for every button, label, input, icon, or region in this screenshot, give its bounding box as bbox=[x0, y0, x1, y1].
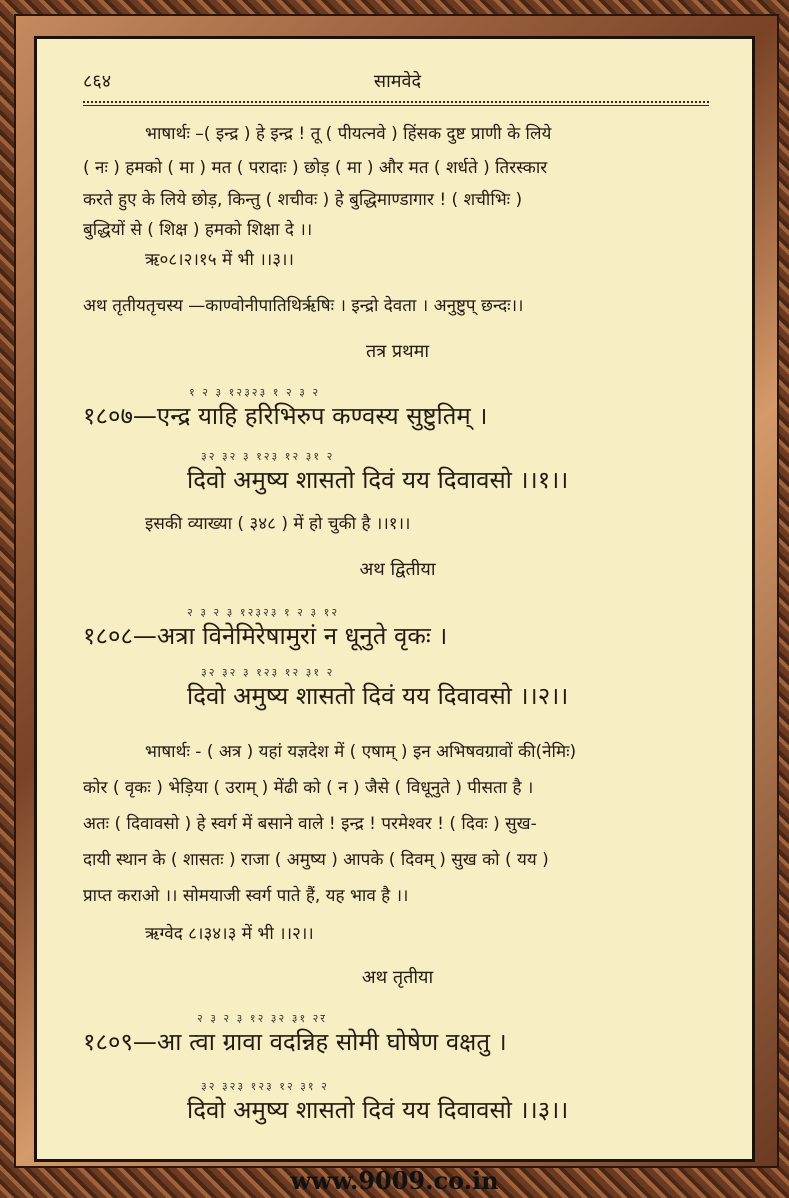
bhashya-line: प्राप्त कराओ ।। सोमयाजी स्वर्ग पाते हैं, यह भाव है ।। bbox=[83, 886, 409, 906]
swar-marks: ३२ ३२३ १२३ १२ ३१ २ bbox=[201, 1080, 329, 1093]
verse-line: दिवो अमुष्य शासतो दिवं यय दिवावसो ।।२।। bbox=[187, 682, 569, 710]
header-rule bbox=[83, 101, 709, 103]
atha-line: अथ तृतीयतृचस्य —काण्वोनीपातिथिर्ऋषिः । इन्द्रो देवता । अनुष्टुप् छन्दः।। bbox=[83, 296, 524, 316]
verse-line: दिवो अमुष्य शासतो दिवं यय दिवावसो ।।३।। bbox=[187, 1096, 569, 1124]
bhashya-line: अतः ( दिवावसो ) हे स्वर्ग में बसाने वाले ! इन्द्र ! परमेश्वर ! ( दिवः ) सुख- bbox=[83, 814, 537, 834]
bhashya-line: भाषार्थः - ( अत्र ) यहां यज्ञदेश में ( एषाम् ) इन अभिषवग्रावों की(नेमिः) bbox=[145, 742, 577, 762]
verse-line: १८०८—अत्रा विनेमिरेषामुरां न धूनुते वृकः । bbox=[83, 622, 448, 650]
swar-marks: २ ३ २ ३ १२३२३ १ २ ३ १२ bbox=[187, 606, 340, 619]
bhashya-line: कोर ( वृकः ) भेड़िया ( उराम् ) मेंढी को ( न ) जैसे ( विधूनुते ) पीसता है । bbox=[83, 778, 534, 798]
swar-marks: ३२ ३२ ३ १२३ १२ ३१ २ bbox=[201, 666, 335, 679]
swar-marks: २ ३ २ ३ १२ ३२ ३१ २र bbox=[197, 1012, 327, 1025]
verse-line: दिवो अमुष्य शासतो दिवं यय दिवावसो ।।१।। bbox=[187, 466, 569, 494]
bhashya-line: करते हुए के लिये छोड़, किन्तु ( शचीवः ) हे बुद्धिमाण्डागार ! ( शचीभिः ) bbox=[83, 190, 523, 210]
verse-note: इसकी व्याख्या ( ३४८ ) में हो चुकी है ।।१।। bbox=[145, 514, 411, 534]
bhashya-line: भाषार्थः –( इन्द्र ) हे इन्द्र ! तू ( पीयत्नवे ) हिंसक दुष्ट प्राणी के लिये bbox=[145, 124, 552, 144]
header-rule-line bbox=[83, 105, 709, 106]
verse-heading: तत्र प्रथमा bbox=[365, 341, 430, 362]
footer-url: www.9009.co.in bbox=[290, 1166, 499, 1195]
reference: ऋग्वेद ८।३४।३ में भी ।।२।। bbox=[145, 924, 314, 944]
swar-marks: ३२ ३२ ३ १२३ १२ ३१ २ bbox=[201, 450, 335, 463]
verse-heading: अथ तृतीया bbox=[361, 967, 434, 988]
bhashya-line: दायी स्थान के ( शासतः ) राजा ( अमुष्य ) आपके ( दिवम् ) सुख को ( यय ) bbox=[83, 850, 549, 870]
page-title: सामवेदे bbox=[373, 71, 422, 92]
bhashya-line: ( नः ) हमको ( मा ) मत ( परादाः ) छोड़ ( मा ) और मत ( शर्धते ) तिरस्कार bbox=[83, 158, 548, 178]
page bbox=[34, 36, 755, 1162]
verse-heading: अथ द्वितीया bbox=[359, 559, 436, 580]
reference: ऋ०८।२।१५ में भी ।।३।। bbox=[145, 250, 294, 270]
verse-line: १८०९—आ त्वा ग्रावा वदन्निह सोमी घोषेण वक्षतु । bbox=[83, 1028, 507, 1056]
page-number: ८६४ bbox=[83, 71, 112, 92]
bhashya-line: बुद्धियों से ( शिक्ष ) हमको शिक्षा दे ।। bbox=[83, 220, 313, 240]
verse-line: १८०७—एन्द्र याहि हरिभिरुप कण्वस्य सुष्टुतिम् । bbox=[83, 402, 488, 430]
swar-marks: १ २ ३ १२३२३ १ २ ३ २ bbox=[189, 386, 321, 399]
